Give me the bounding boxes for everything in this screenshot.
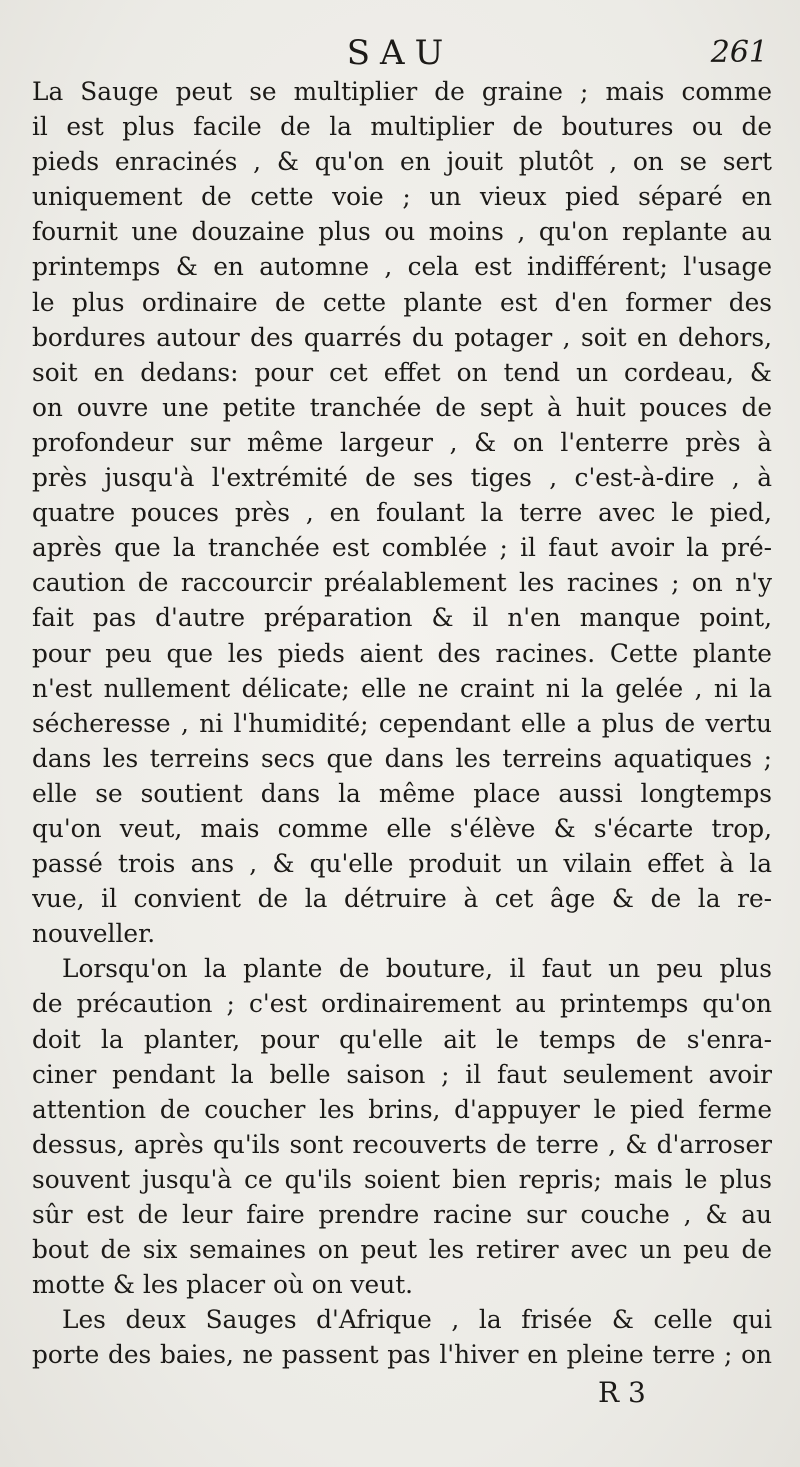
text-line: nouveller. <box>32 919 156 949</box>
signature-mark: R 3 <box>598 1376 646 1409</box>
text-line: quatre pouces près , en foulant la terre avec le pied, <box>32 498 772 528</box>
text-line: de précaution ; c'est ordinairement au printemps qu'on <box>32 989 772 1019</box>
text-line: dans les terreins secs que dans les terreins aquatiques ; <box>32 743 772 773</box>
running-head: SAU <box>346 33 454 73</box>
text-line: porte des baies, ne passent pas l'hiver en pleine terre ; on <box>32 1340 772 1370</box>
text-line: qu'on veut, mais comme elle s'élève & s'écarte trop, <box>32 813 772 843</box>
text-line: attention de coucher les brins, d'appuyer le pied ferme <box>32 1094 772 1124</box>
text-line: caution de raccourcir préalablement les racines ; on n'y <box>32 568 772 598</box>
text-line: fait pas d'autre préparation & il n'en manque point, <box>32 603 772 633</box>
text-line: elle se soutient dans la même place aussi longtemps <box>32 778 772 808</box>
text-line: sécheresse , ni l'humidité; cependant elle a plus de vertu <box>32 708 772 738</box>
show-through-text <box>20 1376 780 1416</box>
page-number: 261 <box>710 35 768 70</box>
text-line: on ouvre une petite tranchée de sept à huit pouces de <box>32 392 772 422</box>
text-line: vue, il convient de la détruire à cet âge & de la re- <box>32 884 772 914</box>
text-line: fournit une douzaine plus ou moins , qu'on replante au <box>32 217 772 247</box>
text-line: motte & les placer où on veut. <box>32 1270 414 1300</box>
text-line: doit la planter, pour qu'elle ait le temps de s'enra- <box>32 1024 772 1054</box>
text-line: Les deux Sauges d'Afrique , la frisée & celle qui <box>62 1305 772 1335</box>
text-line: soit en dedans: pour cet effet on tend un cordeau, & <box>32 357 772 387</box>
text-line: ciner pendant la belle saison ; il faut seulement avoir <box>32 1059 772 1089</box>
text-line: passé trois ans , & qu'elle produit un vilain effet à la <box>32 849 772 879</box>
text-line: le plus ordinaire de cette plante est d'en former des <box>32 287 772 317</box>
text-line: près jusqu'à l'extrémité de ses tiges , c'est-à-dire , à <box>32 463 772 493</box>
text-line: printemps & en automne , cela est indifférent; l'usage <box>32 252 772 282</box>
text-line: bout de six semaines on peut les retirer avec un peu de <box>32 1235 772 1265</box>
text-line: pieds enracinés , & qu'on en jouit plutôt , on se sert <box>32 147 772 177</box>
text-line: sûr est de leur faire prendre racine sur couche , & au <box>32 1200 772 1229</box>
text-line: uniquement de cette voie ; un vieux pied séparé en <box>32 182 772 212</box>
text-line: Lorsqu'on la plante de bouture, il faut un peu plus <box>62 954 772 984</box>
text-line: après que la tranchée est comblée ; il faut avoir la pré- <box>32 533 772 563</box>
text-line: il est plus facile de la multiplier de boutures ou de <box>32 112 772 142</box>
text-line: profondeur sur même largeur , & on l'enterre près à <box>32 427 772 457</box>
text-line: dessus, après qu'ils sont recouverts de terre , & d'arroser <box>32 1129 772 1159</box>
text-line: souvent jusqu'à ce qu'ils soient bien repris; mais le plus <box>32 1164 772 1194</box>
text-line: n'est nullement délicate; elle ne craint ni la gelée , ni la <box>32 673 772 703</box>
text-line: La Sauge peut se multiplier de graine ; mais comme <box>32 77 772 106</box>
text-line: pour peu que les pieds aient des racines. Cette plante <box>32 638 772 668</box>
text-line: bordures autour des quarrés du potager , soit en dehors, <box>32 322 772 352</box>
page-header <box>0 30 800 76</box>
body-text <box>32 74 772 1372</box>
